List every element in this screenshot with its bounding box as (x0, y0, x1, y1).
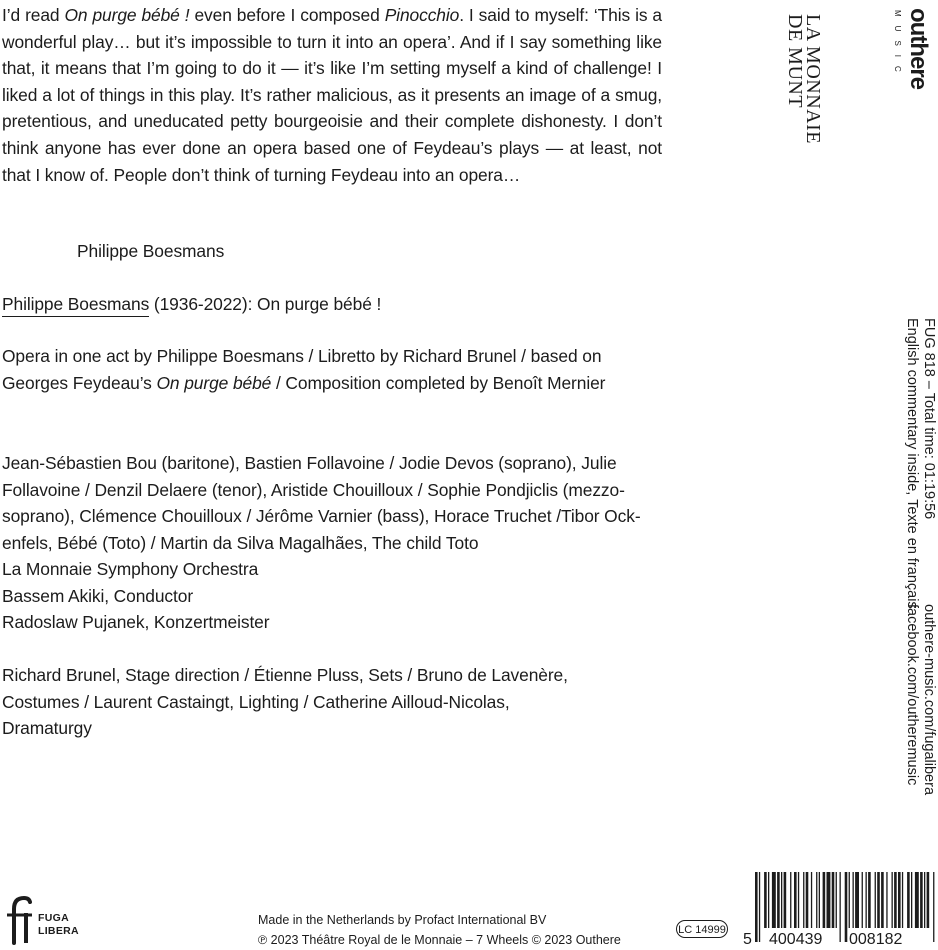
barcode-bar (759, 872, 760, 942)
quote-segment: Pinocchio (384, 5, 460, 25)
barcode-bar (868, 872, 871, 928)
barcode-bar (777, 872, 780, 928)
orchestra-line: Bassem Akiki, Conductor (2, 585, 194, 606)
fuga-libera-logo-icon (2, 895, 36, 945)
barcode-bar (816, 872, 817, 928)
work-title: (1936-2022): On purge bébé ! (149, 294, 382, 314)
barcode-bar (853, 872, 854, 928)
barcode-bar (803, 872, 804, 928)
made-in-line: Made in the Netherlands by Profact International BV (258, 913, 547, 927)
barcode-bar (892, 872, 893, 928)
barcode-first-digit: 5 (743, 931, 752, 948)
barcode-bar (920, 872, 923, 928)
quote-segment: . I said to myself: ‘This is a wonderful play… but it’s impossible to turn it into an opera’. And if I say something like that, it means that I’m going to do it — it’s like I’m setting myself a kind of challenge! I liked a lot of things in this play. It’s rather malicious, as it presents an image of a smug, pretentious, and uneducated petty bourgeoisie and their complete dishonesty. I don’t think anyone has ever done an opera based one of Feydeau’s plays — at least, not that I know of. People don’t think of turning Feydeau into an opera… (2, 5, 662, 185)
barcode-bar (819, 872, 820, 928)
barcode-bar (790, 872, 791, 928)
barcode-bar (784, 872, 787, 928)
description-segment: Opera in one act by Philippe Boesmans / Libretto by Richard Brunel / based on Georges Feydeau’s (2, 346, 602, 393)
cast-list: Jean-Sébastien Bou (baritone), Bastien Follavoine / Jodie Devos (soprano), Julie Follavoine / Denzil Delaere (tenor), Aristide Chouilloux / Sophie Pondjiclis (mezzo-soprano), Clémence Chouilloux / Jérôme Varnier (bass), Horace Truchet /Tibor Ockenfels, Bébé (Toto) / Martin da Silva Magalhães, The child Toto (2, 453, 641, 553)
barcode-bar (898, 872, 901, 928)
barcode-bar (902, 872, 903, 928)
barcode-bar (875, 872, 876, 928)
label-code-badge: LC 14999 (676, 920, 728, 938)
fuga-libera-wordmark (38, 912, 79, 938)
work-heading (2, 291, 381, 317)
barcode-bar (881, 872, 884, 928)
barcode-bar (866, 872, 867, 928)
barcode-bar (907, 872, 910, 928)
language-note: English commentary inside, Texte en français (904, 318, 920, 609)
barcode-bar (798, 872, 799, 928)
outhere-logo: outhere (905, 8, 932, 90)
production-credits: Richard Brunel, Stage direction / Étienne Pluss, Sets / Bruno de Lavenère, Costumes / Laurent Castaingt, Lighting / Catherine Ailloud-Nicolas, Dramaturgy (2, 665, 568, 739)
facebook-url[interactable]: facebook.com/outheremusic (904, 604, 920, 786)
barcode-bar (755, 872, 758, 942)
barcode-bar (811, 872, 812, 928)
barcode-bar (911, 872, 912, 928)
orchestra-line: Radoslaw Pujanek, Konzertmeister (2, 612, 270, 633)
composer-link[interactable]: Philippe Boesmans (2, 294, 149, 317)
barcode-bar (877, 872, 880, 928)
label-line2: LIBERA (38, 925, 79, 937)
la-monnaie-logo (786, 14, 822, 144)
barcode-bar (781, 872, 782, 928)
barcode-left-digits: 400439 (769, 931, 823, 948)
barcode-bar (862, 872, 863, 928)
work-description (2, 343, 672, 396)
orchestra-credits (2, 556, 672, 636)
label-line1: FUGA (38, 912, 69, 924)
barcode-bar (772, 872, 776, 928)
label-url[interactable]: outhere-music.com/fugalibera (921, 604, 937, 796)
quote-paragraph (2, 2, 662, 188)
barcode-bar (823, 872, 826, 928)
quote-segment: I’d read (2, 5, 65, 25)
manufacturing-info (258, 910, 621, 950)
barcode-bar (794, 872, 797, 928)
catalog-total-time: FUG 818 – Total time: 01:19:56 (921, 318, 937, 520)
barcode-bar (840, 872, 841, 942)
quote-author: Philippe Boesmans (77, 241, 225, 261)
barcode-bar (886, 872, 887, 928)
outhere-music-label: MUSIC (893, 10, 902, 81)
barcode-bar (924, 872, 925, 928)
barcode-bar (764, 872, 767, 928)
barcode-bar (806, 872, 809, 928)
orchestra-line: La Monnaie Symphony Orchestra (2, 559, 259, 579)
quote-segment: On purge bébé ! (64, 5, 190, 25)
barcode-bar (768, 872, 769, 928)
barcode-bar (845, 872, 848, 942)
spine-links (903, 604, 937, 795)
barcode-bar (933, 872, 934, 942)
quote-segment: even before I composed (189, 5, 385, 25)
monnaie-line2: DE MUNT (784, 14, 806, 109)
barcode-bar (915, 872, 919, 928)
barcode-bar (894, 872, 897, 928)
barcode-right-digits: 008182 (849, 931, 903, 948)
barcode-bar (849, 872, 850, 928)
spine-info (903, 318, 937, 609)
barcode-bar (927, 872, 930, 928)
barcode-bar (855, 872, 859, 928)
monnaie-line1: LA MONNAIE (802, 14, 824, 144)
description-segment: On purge bébé (156, 372, 272, 393)
barcode-bar (827, 872, 831, 928)
description-segment: / Composition completed by Benoît Mernier (271, 372, 606, 393)
copyright-line: ℗ 2023 Théâtre Royal de le Monnaie – 7 Wheels © 2023 Outhere (258, 933, 621, 947)
barcode-bar (832, 872, 835, 928)
barcode (743, 872, 937, 948)
barcode-bar (836, 872, 837, 928)
